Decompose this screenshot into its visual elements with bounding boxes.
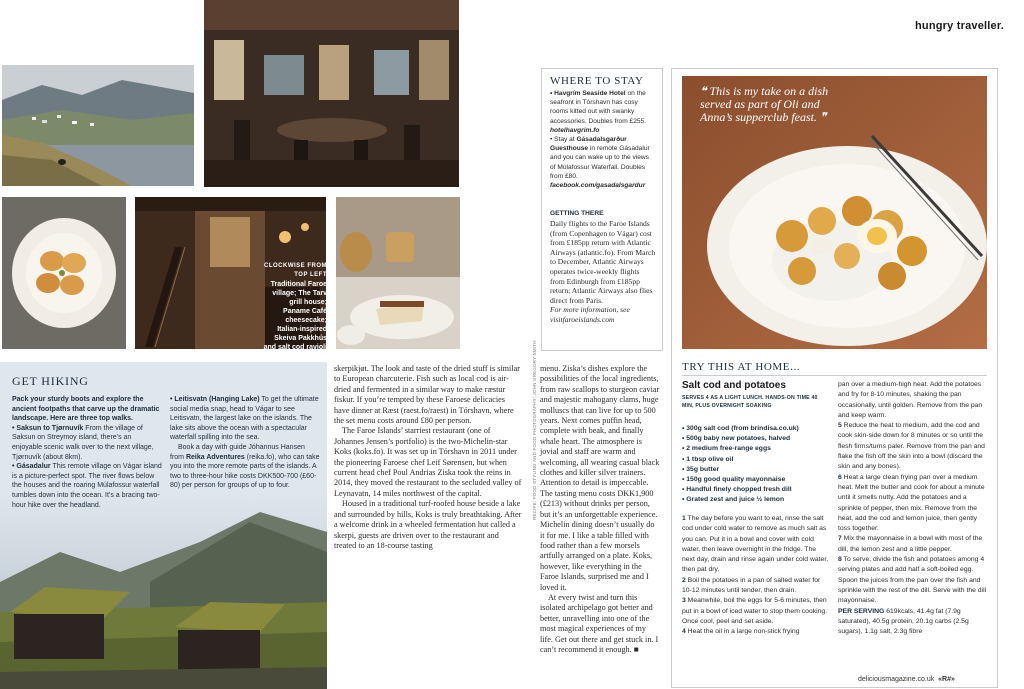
step-number: 6 (838, 473, 842, 481)
photo-tarv-grill-house (204, 0, 459, 187)
ingredient-item: • 2 medium free-range eggs (682, 445, 771, 453)
walk-gasadalur-text: This remote village on Vágar island is a picture-perfect spot. The river flows below the houses and the roaring Múlafossur waterfall tumbles down into the ocean. It’s a bracing two-hour hike over the headland. (12, 463, 162, 509)
article-paragraph: At every twist and turn this isolated archipelago got better and better, unravelling into one of the most magical experiences of my life. Get out there and get stuck in. I can’t recommend it enough. (540, 592, 659, 654)
ingredient-item: • Grated zest and juice ½ lemon (682, 496, 785, 504)
step-text: Mix the mayonnaise in a bowl with most of the dill, the lemon zest and a little pepper. (838, 535, 983, 553)
per-serving-text: 619kcals, 41.4g fat (7.9g saturated), 40.5g protein, 20.1g carbs (2.5g sugars), 1.1g salt, 2.3g fibre (838, 607, 969, 636)
getting-there-body: Daily flights to the Faroe Islands (from Copenhagen to Vágar) cost from £185pp return with Atlantic Airways (atlantic.fo). From March to December, Atlantic Airways operates twice-weekly flights from Edinburgh from £185pp return; Atlantic Airways also flies direct from Paris. (550, 219, 656, 305)
step-text: The day before you want to eat, rinse the salt cod under cold water to remove as much salt as you can. Put it in a bowl and cover with cold water, then leave overnight in the fridge. The next day, drain and rinse again under cold water, then pat dry. (682, 515, 829, 574)
guesthouse-text: in remote Gásadalur and you can wake up to the views of Múlafossur Waterfall. Doubles from £80. (550, 145, 650, 180)
guesthouse-name: Gásadalsgarður Guesthouse (550, 136, 627, 153)
getting-there-title: GETTING THERE (550, 210, 604, 217)
pull-quote: ❝ This is my take on a dish served as part of Oli and Anna’s supperclub feast. ❞ (700, 84, 829, 124)
photo-faroe-village (2, 65, 194, 186)
step-text: pan over a medium-high heat. Add the potatoes and fry for 8-10 minutes, shaking the pan occasionally, until golden. Remove from the pan and keep warm. (838, 381, 983, 419)
step-number: 5 (838, 422, 842, 430)
walk-gasadalur-name: • Gásadalur (12, 463, 51, 471)
walk-saksun-text: From the village of Saksun on Streymoy island, there’s an enjoyable scenic walk over to the next village, Tjørnuvík (about 8km). (12, 424, 154, 461)
footer-site[interactable]: deliciousmagazine.co.uk (858, 676, 935, 683)
hiking-column-right (170, 395, 320, 491)
divider (682, 375, 987, 376)
method-column-left (682, 514, 830, 638)
method-step (838, 534, 988, 555)
get-hiking-box (0, 362, 327, 689)
step-text: Meanwhile, boil the eggs for 5-6 minutes, then put in a bowl of iced water to stop them cooking. Once cool, peel and set aside. (682, 597, 828, 625)
step-number: 1 (682, 515, 686, 522)
method-step (682, 576, 830, 597)
try-this-at-home-title: TRY THIS AT HOME... (682, 361, 801, 373)
step-text: Heat the oil in a large non-stick frying (685, 628, 800, 636)
recipe-serves: SERVES 4 AS A LIGHT LUNCH. HANDS-ON TIME 40 MIN, PLUS OVERNIGHT SOAKING (682, 395, 818, 409)
step-text: Reduce the heat to medium, add the cod and cook skin-side down for 8 minutes or so until the flesh firms/turns paler. Remove from the pan and flake the fish off the skin into a bowl (discard the skin and any bones). (838, 422, 985, 471)
article-paragraph: skerpikjøt. The look and taste of the dried stuff is similar to European charcuterie. Fish such as local cod is air-dried and fermented in a similar way to make ræstur fiskur. If you’re tempted by these Faroese delicacies have dinner at Ræst (raest.fo/raest) in Tórshavn, where the set menu costs around £80 per person. (334, 364, 520, 426)
more-info: For more information, see visitfaroeislands.com (550, 305, 630, 324)
method-step (838, 473, 988, 535)
article-paragraph: menu. Ziska’s dishes explore the possibilities of the local ingredients, from raw scallops to sturgeon caviar and majestic mahogany clams, huge molluscs that can live for up to 500 years. Next comes puffin head, complete with beak, and finally whale heart. The atmosphere is jovial and staff are warm and welcoming, all wearing casual black clothes and killer silver trainers. Attention to detail is impeccable. The tasting menu costs DKK1,900 (£213) without drinks per person, but it’s an unforgettable experience. Michelin dining doesn’t usually do it for me. I like a table filled with food rather than a few morsels artfully arranged on a plate. Koks, however, like everything in the Faroe Islands, surprised me and I loved it. (540, 364, 660, 592)
method-step (682, 596, 830, 627)
where-to-stay-text (550, 89, 656, 190)
step-number: 7 (838, 535, 842, 543)
article-paragraph: Housed in a traditional turf-roofed house beside a lake and surrounded by hills, Koks is truly breathtaking. After a welcome drink in a wheeled fermentation hut called a skerpi, guests are driven over to the restaurant and treated to an 18-course tasting (334, 499, 522, 550)
ingredient-item: • 1 tbsp olive oil (682, 455, 734, 463)
guide-post: (reika.fo), who can take you into the more remote parts of the islands. A two to three-hour hike costs DKK500-700 (£60-80) per person for groups of up to four. (170, 453, 320, 490)
recipe-title: Salt cod and potatoes (682, 380, 786, 391)
ingredient-item: • 500g baby new potatoes, halved (682, 435, 791, 443)
step-number: 4 (682, 628, 686, 636)
hiking-column-left (12, 395, 162, 510)
where-to-stay-title: WHERE TO STAY (550, 75, 644, 87)
photo-caption (262, 262, 327, 352)
walk-saksun-name: • Saksun to Tjørnuvík (12, 424, 84, 432)
walk-leitisvatn-name: • Leitisvatn (Hanging Lake) (170, 396, 260, 403)
hiking-intro: Pack your sturdy boots and explore the ancient footpaths that carve up the dramatic landscape. Here are three top walks. (12, 396, 160, 423)
caption-title: CLOCKWISE FROM TOP LEFT (264, 263, 327, 278)
method-step (682, 514, 830, 576)
section-name: hungry traveller. (915, 20, 1004, 32)
per-serving (838, 607, 988, 638)
photo-credit: RECIPE: FOOD STYLING AND FOOD PHOTOGRAPHY: JOHN GREGORY-SMITH (532, 340, 537, 520)
method-step (838, 421, 988, 472)
method-step (682, 627, 830, 637)
method-column-right (838, 380, 988, 637)
ingredient-item: • Handful finely chopped fresh dill (682, 486, 792, 494)
article-paragraph: The Faroe Islands’ starriest restaurant (one of Johannes Jensen’s portfolio) is the two-Michelin-star Koks (koks.fo). It was set up in Tórshavn in 2011 under the pioneering Faroese chef Leif Sørensen, but when current head chef Poul Andrias Ziska took the reins in 2014, they moved the restaurant to the secluded valley of Leynavatn, 14 miles northwest of the capital. (334, 426, 522, 498)
footer-page-number: «R#» (938, 676, 955, 683)
photo-paname-cafe-cheesecake (336, 197, 460, 349)
photo-turf-roof-houses (0, 492, 327, 689)
article-column-1 (334, 364, 522, 551)
get-hiking-title: GET HIKING (12, 374, 89, 388)
step-text: Boil the potatoes in a pan of salted water for 10-12 minutes until tender, then drain. (682, 576, 821, 595)
hotel-havgrim-text: on the seafront in Tórshavn has cosy rooms kitted out with swanky accessories. Doubles from £255. (550, 90, 647, 125)
end-mark: ■ (633, 644, 639, 654)
guesthouse-url[interactable]: facebook.com/gasadalsgardur (550, 182, 646, 190)
ingredient-item: • 150g good quality mayonnaise (682, 476, 786, 484)
hotel-havgrim-name: • Havgrím Seaside Hotel (550, 90, 626, 97)
article-column-2 (540, 364, 660, 655)
step-text: To serve, divide the fish and potatoes among 4 serving plates and add half a soft-boiled egg. Spoon the juices from the pan over the fish and sprinkle with the rest of the dill. Serve with the dill mayonnaise. (838, 556, 987, 605)
method-step (838, 380, 988, 421)
page-footer (858, 676, 955, 683)
ingredient-item: • 35g butter (682, 465, 720, 473)
caption-text: Traditional Faroe village; The Tarv grill house; Paname Café cheesecake; Italian-inspired Skeiva Pakkhús and salt cod ravioli (263, 281, 327, 351)
getting-there-text (550, 219, 656, 325)
guide-name: Reika Adventures (185, 453, 245, 461)
guesthouse-pre: • Stay at (550, 136, 577, 144)
method-step (838, 555, 988, 606)
step-number: 3 (682, 597, 686, 605)
walk-leitisvatn-text: To get the ultimate social media snap, head to Vágar to see Leitisvatn, the largest lake on the islands. The lake sits above the ocean with a spectacular waterfall spilling into the sea. (170, 396, 319, 442)
photo-salt-cod-ravioli (2, 197, 126, 349)
guide-pre: Book a day with guide Jóhannus Hansen from (170, 443, 305, 461)
step-number: 2 (682, 576, 686, 584)
step-number: 8 (838, 556, 842, 564)
ingredients-list (682, 424, 827, 506)
hotel-havgrim-url[interactable]: hotelhavgrim.fo (550, 126, 600, 134)
step-text: Heat a large clean frying pan over a medium heat. Melt the butter and cook for about a minute until it smells nutty. Add the potatoes and a sprinkle of pepper, then mix. Remove from the heat, add the cod and lemon juice, then gently toss together. (838, 473, 985, 533)
per-serving-label: PER SERVING (838, 607, 885, 615)
ingredient-item: • 300g salt cod (from brindisa.co.uk) (682, 425, 799, 432)
